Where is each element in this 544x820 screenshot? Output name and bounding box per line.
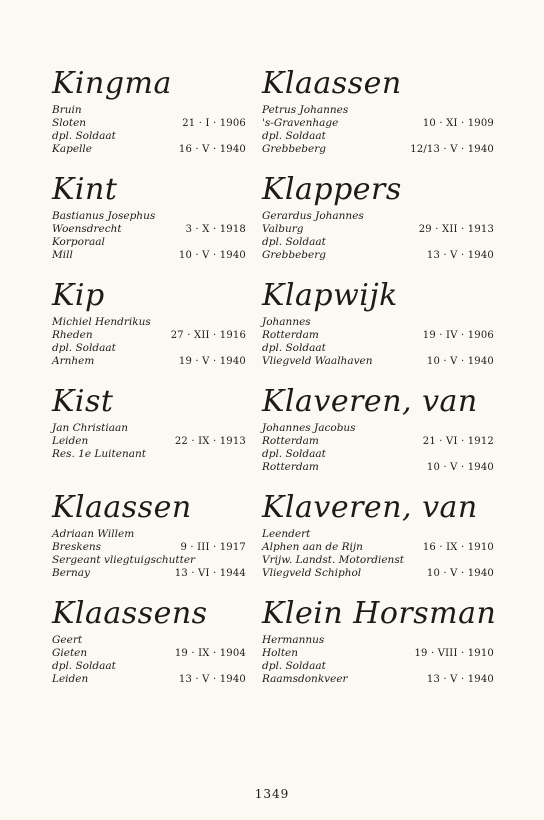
row-date: 3 · X · 1918 [185,224,246,235]
surname: Kip [52,278,105,313]
row-text: Raamsdonkveer [262,673,348,685]
row-text: dpl. Soldaat [262,660,326,672]
entry-row [262,435,494,448]
given-names: Johannes Jacobus [262,422,356,434]
row-date: 10 · V · 1940 [426,568,494,579]
row-text: Rotterdam [262,461,319,473]
given-names: Johannes [262,316,311,328]
entry-row [52,673,294,686]
entry-row [52,435,294,448]
row-text: dpl. Soldaat [52,130,116,142]
entry [52,384,294,490]
row-text: Rotterdam [262,435,319,447]
row-text: Grebbeberg [262,143,326,155]
page-number: 1349 [254,787,290,801]
row-date: 10 · V · 1940 [426,462,494,473]
entry [52,596,294,702]
entry-row [52,342,294,355]
row-text: Vliegveld Waalhaven [262,355,373,367]
entry [52,172,294,278]
row-date: 9 · III · 1917 [180,542,246,553]
surname: Kist [52,384,114,419]
surname: Klaveren, van [262,490,478,525]
row-date: 19 · IX · 1904 [174,648,246,659]
row-text: dpl. Soldaat [262,130,326,142]
entry-row [52,461,294,474]
entry-row [262,236,494,249]
row-text: Sergeant vliegtuigschutter [52,554,196,566]
row-date: 21 · I · 1906 [182,118,246,129]
entry-row [262,130,494,143]
entry-row [52,448,294,461]
entry-row [262,342,494,355]
given-names: Michiel Hendrikus [52,316,151,328]
row-text: Leiden [52,435,89,447]
entry-row [262,647,494,660]
row-date: 10 · XI · 1909 [422,118,494,129]
row-text: Breskens [52,541,102,553]
given-names: Adriaan Willem [52,528,135,540]
row-text: Holten [262,647,299,659]
row-date: 19 · VIII · 1910 [414,648,494,659]
entry-row [52,236,294,249]
row-text: dpl. Soldaat [262,448,326,460]
row-date: 19 · V · 1940 [178,356,246,367]
surname: Klein Horsman [262,596,497,631]
right-column [262,66,497,702]
row-date: 12/13 · V · 1940 [410,144,494,155]
entry-row [52,223,294,236]
row-text: Vliegveld Schiphol [262,567,362,579]
entry-row [52,567,294,580]
entry-row [262,117,494,130]
surname: Kingma [52,66,172,101]
row-date: 16 · V · 1940 [178,144,246,155]
entry [262,384,494,490]
row-text: Rheden [52,329,93,341]
entry-row [262,355,494,368]
entry-row [262,673,494,686]
surname: Klapwijk [262,278,398,313]
given-names: Bastianus Josephus [52,210,156,222]
entry [52,66,294,172]
row-text: Woensdrecht [52,223,122,235]
entry-row [52,249,294,262]
entry [262,66,494,172]
surname: Klaassen [262,66,402,101]
row-date: 21 · VI · 1912 [422,436,494,447]
row-text: Bernay [52,567,90,579]
entry-row [262,567,494,580]
entry-row [52,143,294,156]
row-text: dpl. Soldaat [262,236,326,248]
entry-row [262,223,494,236]
row-text: Res. 1e Luitenant [52,448,146,460]
entry-row [262,249,494,262]
entry-row [262,143,494,156]
entry-row [262,329,494,342]
surname: Klaveren, van [262,384,478,419]
row-date: 29 · XII · 1913 [418,224,494,235]
entry [52,490,294,596]
given-names: Petrus Johannes [262,104,349,116]
row-date: 13 · V · 1940 [426,674,494,685]
row-text: dpl. Soldaat [52,342,116,354]
row-date: 13 · V · 1940 [426,250,494,261]
entry [52,278,294,384]
row-date: 10 · V · 1940 [178,250,246,261]
surname: Klappers [262,172,402,207]
row-text: dpl. Soldaat [262,342,326,354]
entry [262,278,494,384]
entry-row [262,541,494,554]
row-text: Rotterdam [262,329,319,341]
row-text: dpl. Soldaat [52,660,116,672]
entry-row [52,329,294,342]
given-names: Hermannus [262,634,325,646]
entry [262,490,494,596]
row-text: Mill [52,249,73,261]
surname: Kint [52,172,118,207]
given-names: Jan Christiaan [52,422,128,434]
surname: Klaassen [52,490,192,525]
row-text: Korporaal [52,236,105,248]
given-names: Leendert [262,528,311,540]
given-names: Gerardus Johannes [262,210,364,222]
row-date: 10 · V · 1940 [426,356,494,367]
entry-row [52,647,294,660]
entry [262,172,494,278]
entry-row [262,461,494,474]
entry [262,596,497,702]
entry-row [52,130,294,143]
row-text: Vrijw. Landst. Motordienst [262,554,404,566]
surname: Klaassens [52,596,208,631]
row-date: 22 · IX · 1913 [174,436,246,447]
row-date: 13 · V · 1940 [178,674,246,685]
given-names: Bruin [52,104,82,116]
entry-row [52,355,294,368]
entry-row [52,554,294,567]
row-text: Sloten [52,117,87,129]
entry-row [52,117,294,130]
row-text: Alphen aan de Rijn [262,541,363,553]
row-date: 13 · VI · 1944 [174,568,246,579]
entry-row [52,660,294,673]
entry-row [262,660,494,673]
left-column [52,66,294,702]
entry-row [262,554,494,567]
row-date: 27 · XII · 1916 [170,330,246,341]
entry-row [52,541,294,554]
row-text: Valburg [262,223,304,235]
row-text: Grebbeberg [262,249,326,261]
row-text: Gieten [52,647,88,659]
row-text: Kapelle [52,143,92,155]
row-text: Leiden [52,673,89,685]
entry-row [262,448,494,461]
row-text: Arnhem [52,355,95,367]
given-names: Geert [52,634,83,646]
row-text: 's-Gravenhage [262,117,339,129]
row-date: 19 · IV · 1906 [422,330,494,341]
row-date: 16 · IX · 1910 [422,542,494,553]
